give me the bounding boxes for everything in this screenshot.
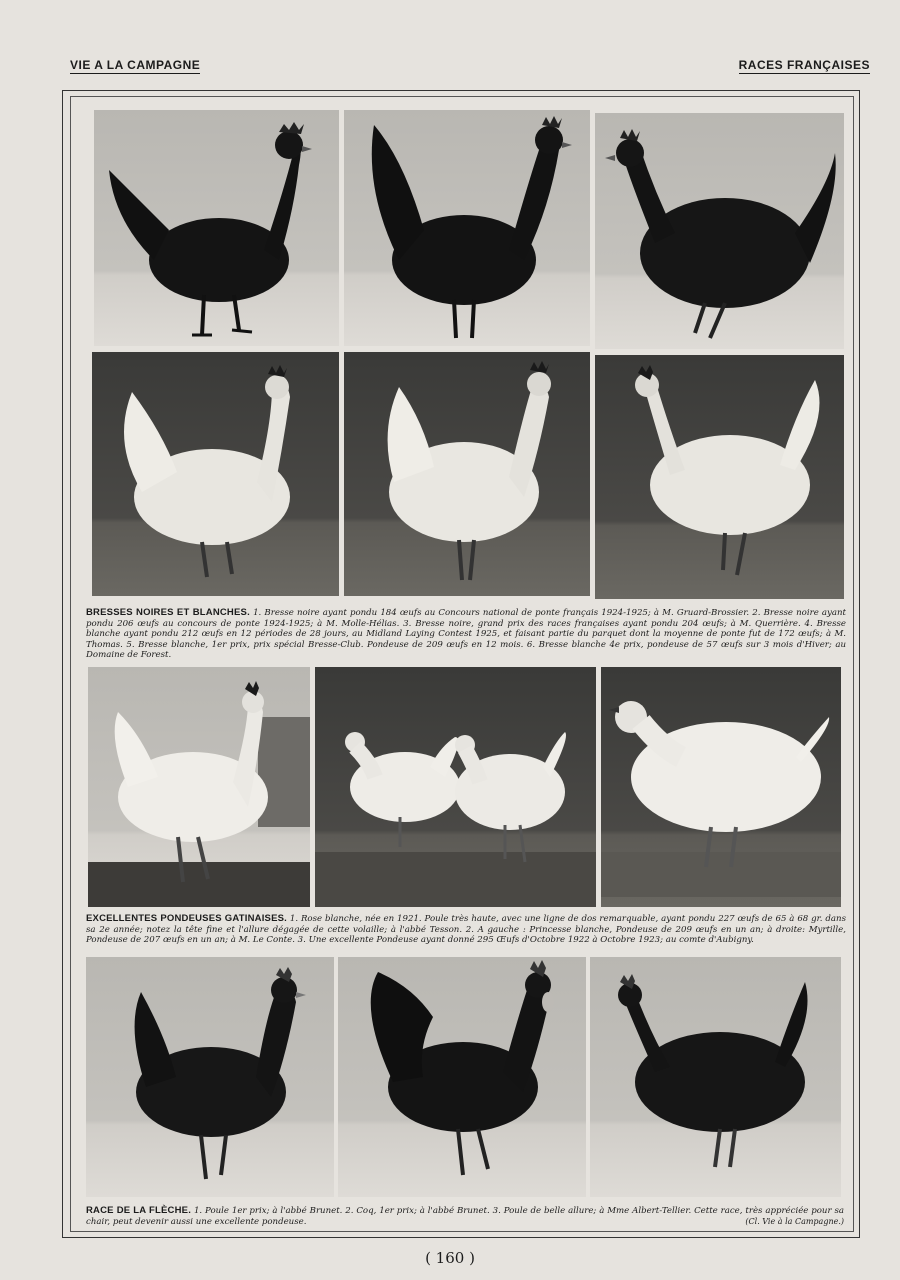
photo-credit: (Cl. Vie à la Campagne.) (745, 1216, 844, 1226)
running-head-left (70, 58, 200, 72)
caption-gatinaises (86, 914, 846, 946)
black-hen-illustration (86, 957, 334, 1197)
black-hen-illustration (590, 957, 841, 1197)
white-hen-illustration (595, 355, 844, 599)
white-hen-illustration (344, 352, 590, 596)
photo-gatinaise-2 (315, 667, 596, 907)
photo-gatinaise-3 (601, 667, 841, 907)
photo-la-fleche-2 (338, 957, 586, 1197)
caption-la-fleche (86, 1206, 844, 1227)
photo-bresse-noire-1 (94, 110, 339, 346)
caption-bresses (86, 608, 846, 661)
caption-la-fleche-title: RACE DE LA FLÈCHE. (86, 1205, 192, 1216)
photo-la-fleche-1 (86, 957, 334, 1197)
running-head-right (739, 58, 870, 72)
caption-bresses-title: BRESSES NOIRES ET BLANCHES. (86, 607, 250, 618)
photo-la-fleche-3 (590, 957, 841, 1197)
black-hen-illustration (595, 113, 844, 349)
two-white-hens-illustration (315, 667, 596, 907)
photo-bresse-blanche-6 (595, 355, 844, 599)
black-hen-illustration (344, 110, 590, 346)
page-number: ( 160 ) (425, 1249, 475, 1267)
black-hen-illustration (94, 110, 339, 346)
photo-bresse-noire-3 (595, 113, 844, 349)
photo-bresse-blanche-5 (344, 352, 590, 596)
photo-bresse-noire-2 (344, 110, 590, 346)
photo-gatinaise-1 (88, 667, 310, 907)
white-hen-illustration (601, 667, 841, 907)
caption-la-fleche-text: 1. Poule 1er prix; à l'abbé Brunet. 2. Coq, 1er prix; à l'abbé Brunet. 3. Poule de belle allure; à Mme Albert-Tellier. Cette race, très appréciée pour sa chair, peut devenir aussi une excellente pondeuse. (86, 1206, 844, 1227)
black-rooster-illustration (338, 957, 586, 1197)
running-head-left-text: VIE A LA CAMPAGNE (70, 58, 201, 72)
caption-gatinaises-text: 1. Rose blanche, née en 1921. Poule très haute, avec une ligne de dos remarquable, ayant pondu 227 œufs de 65 à 68 gr. dans sa 2e année; notez la tête fine et l'allure dégagée de cette volaille; à l'abbé Tesson. 2. A gauche : Princesse blanche, Pondeuse de 209 œufs en un an; à droite: Myrtille, Pondeuse de 207 œufs en un an; à M. Le Conte. 3. Une excellente Pondeuse ayant donné 295 Œufs d'Octobre 1922 à Octobre 1923; au comte d'Aubigny. (86, 914, 846, 945)
white-hen-illustration (88, 667, 310, 907)
caption-bresses-text: 1. Bresse noire ayant pondu 184 œufs au Concours national de ponte français 1924-1925; à M. Gruard-Brossier. 2. Bresse noire ayant pondu 206 œufs au concours de ponte 1924-1925; à M. Molle-Hélias. 3. Bresse noire, grand prix des races françaises ayant pondu 204 œufs; à M. Querrière. 4. Bresse blanche ayant pondu 212 œufs en 12 périodes de 28 jours, au Midland Laying Contest 1925, et faisant partie du parquet dont la moyenne de ponte fut de 172 œufs; à M. Thomas. 5. Bresse blanche, 1er prix, prix spécial Bresse-Club. Pondeuse de 209 œufs en 12 mois. 6. Bresse blanche 4e prix, pondeuse de 57 œufs sur 3 mois d'Hiver; au Domaine de Forest. (86, 608, 847, 660)
photo-bresse-blanche-4 (92, 352, 339, 596)
running-head-right-text: RACES FRANÇAISES (738, 58, 870, 72)
white-hen-illustration (92, 352, 339, 596)
caption-gatinaises-title: EXCELLENTES PONDEUSES GATINAISES. (86, 913, 287, 924)
